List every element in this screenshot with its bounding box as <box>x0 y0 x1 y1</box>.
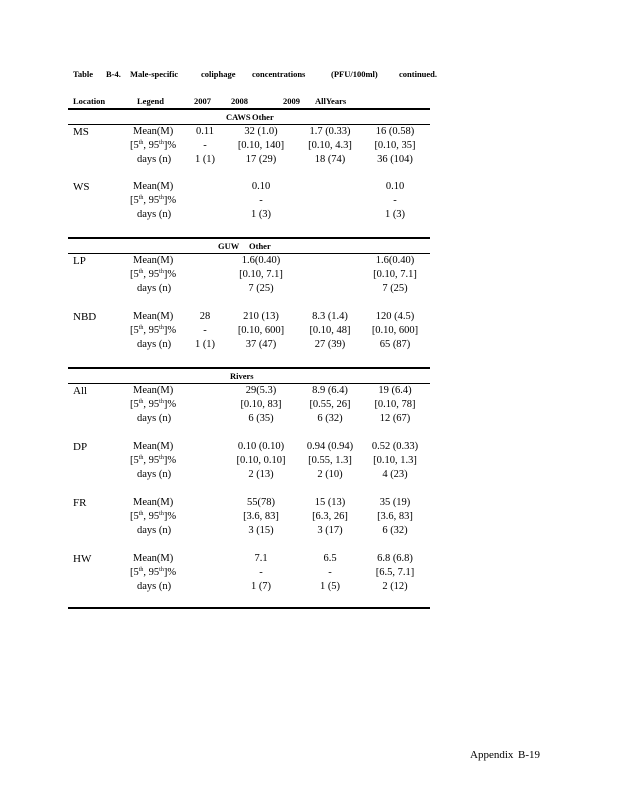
legend-ci-part: th <box>159 140 164 146</box>
row-location: WS <box>73 181 90 193</box>
legend-ci-part: th <box>159 195 164 201</box>
footer-appendix-label: Appendix <box>470 749 514 761</box>
legend-ci-part: , 95 <box>143 195 160 206</box>
section-rule <box>68 237 430 239</box>
legend-ci-part: , 95 <box>143 455 160 466</box>
legend-ci <box>130 139 176 153</box>
row-location: MS <box>73 126 89 138</box>
cell-all-ci: - <box>393 195 397 206</box>
cell-y2008-days: 1 (3) <box>250 209 272 220</box>
cell-y2009-days: 1 (5) <box>319 581 341 592</box>
section-sublabel: Other <box>252 112 274 122</box>
legend-ci-part: th <box>138 567 144 573</box>
legend-ci-part: [5 <box>130 325 139 336</box>
title-word-2: coliphage <box>201 69 236 79</box>
cell-all-days: 4 (23) <box>382 469 408 480</box>
table-label: Table <box>73 69 94 79</box>
legend-mean: Mean(M) <box>133 385 174 396</box>
legend-ci-part: th <box>159 399 164 405</box>
legend-ci-part: , 95 <box>143 567 160 578</box>
cell-y2008-ci: - <box>259 195 263 206</box>
cell-all-mean: 35 (19) <box>379 497 411 508</box>
cell-y2009-mean: 8.3 (1.4) <box>312 311 348 322</box>
cell-y2007-days: 1 (1) <box>194 339 216 350</box>
legend-ci-part: , 95 <box>143 399 160 410</box>
legend-ci-part: [5 <box>130 455 139 466</box>
cell-y2008-days: 7 (25) <box>248 283 274 294</box>
legend-ci-part: ]% <box>163 455 177 466</box>
legend-mean: Mean(M) <box>133 553 174 564</box>
cell-all-days: 36 (104) <box>377 154 413 165</box>
legend-ci <box>130 510 176 524</box>
legend-ci <box>130 194 176 208</box>
row-location: NBD <box>73 311 97 323</box>
cell-y2008-mean: 55(78) <box>247 497 275 508</box>
cell-y2009-days: 2 (10) <box>317 469 343 480</box>
cell-y2008-ci: [0.10, 0.10] <box>236 455 286 466</box>
cell-all-mean: 120 (4.5) <box>375 311 415 322</box>
cell-y2008-ci: - <box>259 567 263 578</box>
legend-ci-part: ]% <box>163 195 177 206</box>
cell-y2009-mean: 1.7 (0.33) <box>309 126 351 137</box>
cell-y2009-ci: [0.55, 1.3] <box>308 455 352 466</box>
cell-y2008-mean: 0.10 <box>251 181 271 192</box>
legend-ci-part: th <box>138 195 144 201</box>
cell-all-ci: [0.10, 7.1] <box>373 269 417 280</box>
title-word-4: (PFU/100ml) <box>331 69 378 79</box>
legend-mean: Mean(M) <box>133 311 174 322</box>
cell-all-mean: 0.10 <box>385 181 405 192</box>
cell-y2008-days: 6 (35) <box>248 413 274 424</box>
cell-all-days: 2 (12) <box>382 581 408 592</box>
cell-y2008-days: 2 (13) <box>248 469 274 480</box>
cell-all-ci: [0.10, 600] <box>371 325 419 336</box>
legend-days: days (n) <box>137 283 172 294</box>
legend-ci-part: ]% <box>163 269 177 280</box>
legend-ci-part: , 95 <box>143 325 160 336</box>
legend-ci <box>130 454 176 468</box>
row-location: LP <box>73 255 86 267</box>
title-word-5: continued. <box>399 69 438 79</box>
cell-y2008-mean: 32 (1.0) <box>244 126 278 137</box>
legend-ci-part: th <box>159 511 164 517</box>
legend-ci <box>130 398 176 412</box>
legend-days: days (n) <box>137 209 172 220</box>
table-number: B-4. <box>106 69 121 79</box>
cell-y2008-ci: [0.10, 7.1] <box>239 269 283 280</box>
legend-days: days (n) <box>137 525 172 536</box>
cell-all-ci: [0.10, 35] <box>374 140 416 151</box>
section-rule <box>68 367 430 369</box>
header-2007: 2007 <box>194 96 211 106</box>
cell-y2008-mean: 1.6(0.40) <box>241 255 281 266</box>
legend-days: days (n) <box>137 154 172 165</box>
cell-y2008-mean: 29(5.3) <box>245 385 277 396</box>
cell-all-mean: 6.8 (6.8) <box>377 553 413 564</box>
legend-ci-part: th <box>159 455 164 461</box>
legend-ci-part: , 95 <box>143 511 160 522</box>
legend-ci-part: [5 <box>130 567 139 578</box>
legend-mean: Mean(M) <box>133 497 174 508</box>
cell-y2009-ci: [0.10, 4.3] <box>308 140 352 151</box>
cell-all-days: 65 (87) <box>379 339 411 350</box>
title-word-1: Male-specific <box>130 69 179 79</box>
cell-y2009-ci: [0.10, 48] <box>309 325 351 336</box>
row-location: HW <box>73 553 92 565</box>
cell-all-mean: 0.52 (0.33) <box>371 441 419 452</box>
cell-y2008-ci: [0.10, 600] <box>237 325 285 336</box>
legend-ci-part: th <box>159 269 164 275</box>
cell-y2008-ci: [0.10, 83] <box>240 399 282 410</box>
cell-y2008-days: 1 (7) <box>250 581 272 592</box>
cell-all-ci: [0.10, 1.3] <box>373 455 417 466</box>
legend-ci-part: th <box>138 269 144 275</box>
legend-days: days (n) <box>137 339 172 350</box>
cell-y2009-mean: 8.9 (6.4) <box>312 385 348 396</box>
section-label-guw: GUW <box>218 241 240 251</box>
cell-all-mean: 1.6(0.40) <box>375 255 415 266</box>
cell-y2008-days: 17 (29) <box>245 154 277 165</box>
cell-y2009-days: 18 (74) <box>314 154 346 165</box>
cell-y2007-ci: - <box>203 325 207 336</box>
legend-ci-part: [5 <box>130 195 139 206</box>
section-rule <box>68 108 430 110</box>
cell-y2007-mean: 28 <box>199 311 211 322</box>
cell-y2007-ci: - <box>203 140 207 151</box>
cell-y2008-ci: [0.10, 140] <box>237 140 285 151</box>
legend-ci-part: ]% <box>163 567 177 578</box>
header-legend: Legend <box>137 96 164 106</box>
legend-ci <box>130 268 176 282</box>
cell-y2009-days: 3 (17) <box>317 525 343 536</box>
legend-mean: Mean(M) <box>133 441 174 452</box>
cell-y2008-ci: [3.6, 83] <box>243 511 279 522</box>
legend-ci <box>130 566 176 580</box>
legend-ci-part: th <box>138 399 144 405</box>
cell-all-ci: [6.5, 7.1] <box>375 567 415 578</box>
cell-y2009-days: 27 (39) <box>314 339 346 350</box>
table-bottom-rule <box>68 607 430 609</box>
legend-days: days (n) <box>137 413 172 424</box>
cell-all-days: 12 (67) <box>379 413 411 424</box>
cell-all-days: 7 (25) <box>382 283 408 294</box>
legend-ci-part: th <box>138 140 144 146</box>
legend-days: days (n) <box>137 469 172 480</box>
legend-ci-part: th <box>138 511 144 517</box>
legend-ci-part: th <box>138 325 144 331</box>
footer-page-number: B-19 <box>518 749 540 761</box>
cell-y2007-mean: 0.11 <box>196 126 214 137</box>
header-2008: 2008 <box>231 96 248 106</box>
cell-y2009-mean: 0.94 (0.94) <box>306 441 354 452</box>
cell-y2009-ci: [6.3, 26] <box>312 511 348 522</box>
legend-ci-part: th <box>159 325 164 331</box>
section-label-rivers: Rivers <box>230 371 254 381</box>
cell-all-ci: [3.6, 83] <box>377 511 413 522</box>
header-all-years: AllYears <box>315 96 347 106</box>
legend-mean: Mean(M) <box>133 126 174 137</box>
legend-mean: Mean(M) <box>133 255 174 266</box>
legend-ci-part: ]% <box>163 140 177 151</box>
legend-ci-part: ]% <box>163 399 177 410</box>
row-location: DP <box>73 441 88 453</box>
legend-ci-part: , 95 <box>143 140 160 151</box>
row-location: All <box>73 385 88 397</box>
cell-y2007-days: 1 (1) <box>194 154 216 165</box>
legend-ci-part: ]% <box>163 325 177 336</box>
section-sublabel: Other <box>249 241 271 251</box>
cell-y2008-mean: 210 (13) <box>243 311 279 322</box>
row-location: FR <box>73 497 87 509</box>
header-location: Location <box>73 96 106 106</box>
legend-ci-part: th <box>159 567 164 573</box>
header-2009: 2009 <box>283 96 300 106</box>
cell-y2009-ci: - <box>328 567 332 578</box>
cell-all-ci: [0.10, 78] <box>374 399 416 410</box>
cell-y2009-days: 6 (32) <box>317 413 343 424</box>
cell-all-days: 1 (3) <box>384 209 406 220</box>
section-label-caws: CAWS <box>226 112 251 122</box>
cell-all-days: 6 (32) <box>382 525 408 536</box>
cell-all-mean: 19 (6.4) <box>378 385 412 396</box>
legend-ci-part: th <box>138 455 144 461</box>
legend-ci-part: [5 <box>130 140 139 151</box>
cell-y2009-mean: 6.5 <box>323 553 337 564</box>
legend-mean: Mean(M) <box>133 181 174 192</box>
title-word-3: concentrations <box>252 69 306 79</box>
cell-y2008-days: 3 (15) <box>248 525 274 536</box>
legend-ci-part: [5 <box>130 399 139 410</box>
legend-ci-part: [5 <box>130 511 139 522</box>
cell-y2008-days: 37 (47) <box>245 339 277 350</box>
cell-y2008-mean: 0.10 (0.10) <box>237 441 285 452</box>
cell-all-mean: 16 (0.58) <box>375 126 415 137</box>
cell-y2008-mean: 7.1 <box>254 553 268 564</box>
legend-ci <box>130 324 176 338</box>
cell-y2009-mean: 15 (13) <box>314 497 346 508</box>
legend-days: days (n) <box>137 581 172 592</box>
legend-ci-part: [5 <box>130 269 139 280</box>
legend-ci-part: , 95 <box>143 269 160 280</box>
legend-ci-part: ]% <box>163 511 177 522</box>
cell-y2009-ci: [0.55, 26] <box>309 399 351 410</box>
